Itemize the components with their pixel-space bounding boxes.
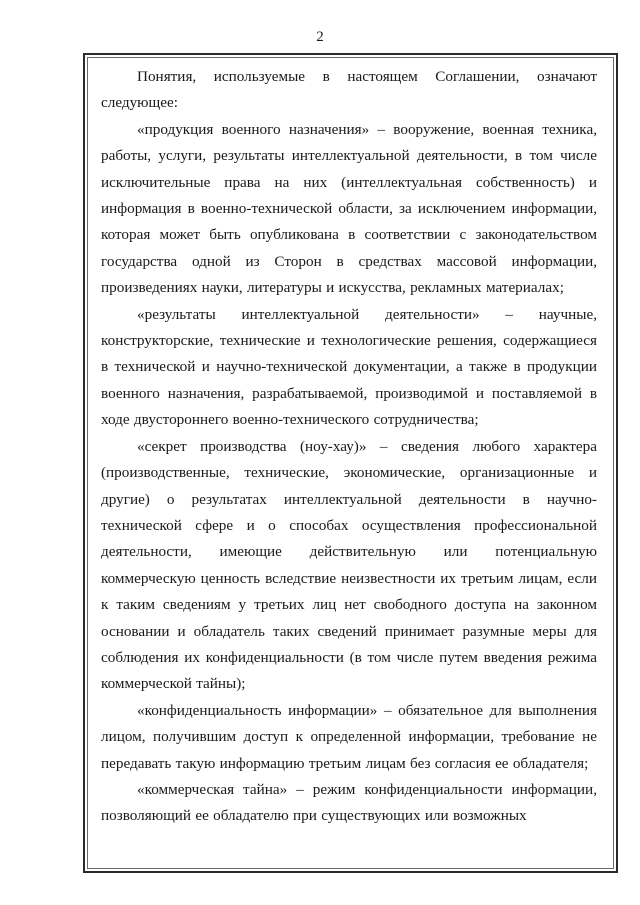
document-body xyxy=(101,64,597,830)
paragraph-confidentiality: «конфиденциальность информации» – обязательное для выполнения лицом, получившим доступ к определенной информации, требование не передавать такую информацию третьим лицам без согласия ее обладателя; xyxy=(101,701,597,772)
paragraph-know-how: «секрет производства (ноу-хау)» – сведения любого характера (производственные, технические, экономические, организационные и другие) о результатах интеллектуальной деятельности в научно-технической сфере и о способах осуществления профессиональной деятельности, имеющие действительную или потенциальную коммерческую ценность вследствие неизвестности их третьим лицам, если к таким сведениям у третьих лиц нет свободного доступа на законном основании и обладатель таких сведений принимает разумные меры для соблюдения их конфиденциальности (в том числе путем введения режима коммерческой тайны); xyxy=(101,437,597,693)
paragraph-intellectual-results: «результаты интеллектуальной деятельности» – научные, конструкторские, технические и технологические решения, содержащиеся в технической и научно-технической документации, а также в продукции военного назначения, разрабатываемой, производимой и поставляемой в ходе двустороннего военно-технического сотрудничества; xyxy=(101,305,597,429)
page-number: 2 xyxy=(316,29,324,45)
paragraph-intro: Понятия, используемые в настоящем Соглашении, означают следующее: xyxy=(101,68,597,112)
paragraph-trade-secret: «коммерческая тайна» – режим конфиденциальности информации, позволяющий ее обладателю при существующих или возможных xyxy=(101,780,597,825)
paragraph-military-products: «продукция военного назначения» – вооружение, военная техника, работы, услуги, результаты интеллектуальной деятельности, в том числе исключительные права на них (интеллектуальная собственность) и информация в военно-технической области, за исключением информации, которая может быть опубликована в соответствии с законодательством государства одной из Сторон в средствах массовой информации, произведениях науки, литературы и искусства, рекламных материалах; xyxy=(101,120,597,297)
